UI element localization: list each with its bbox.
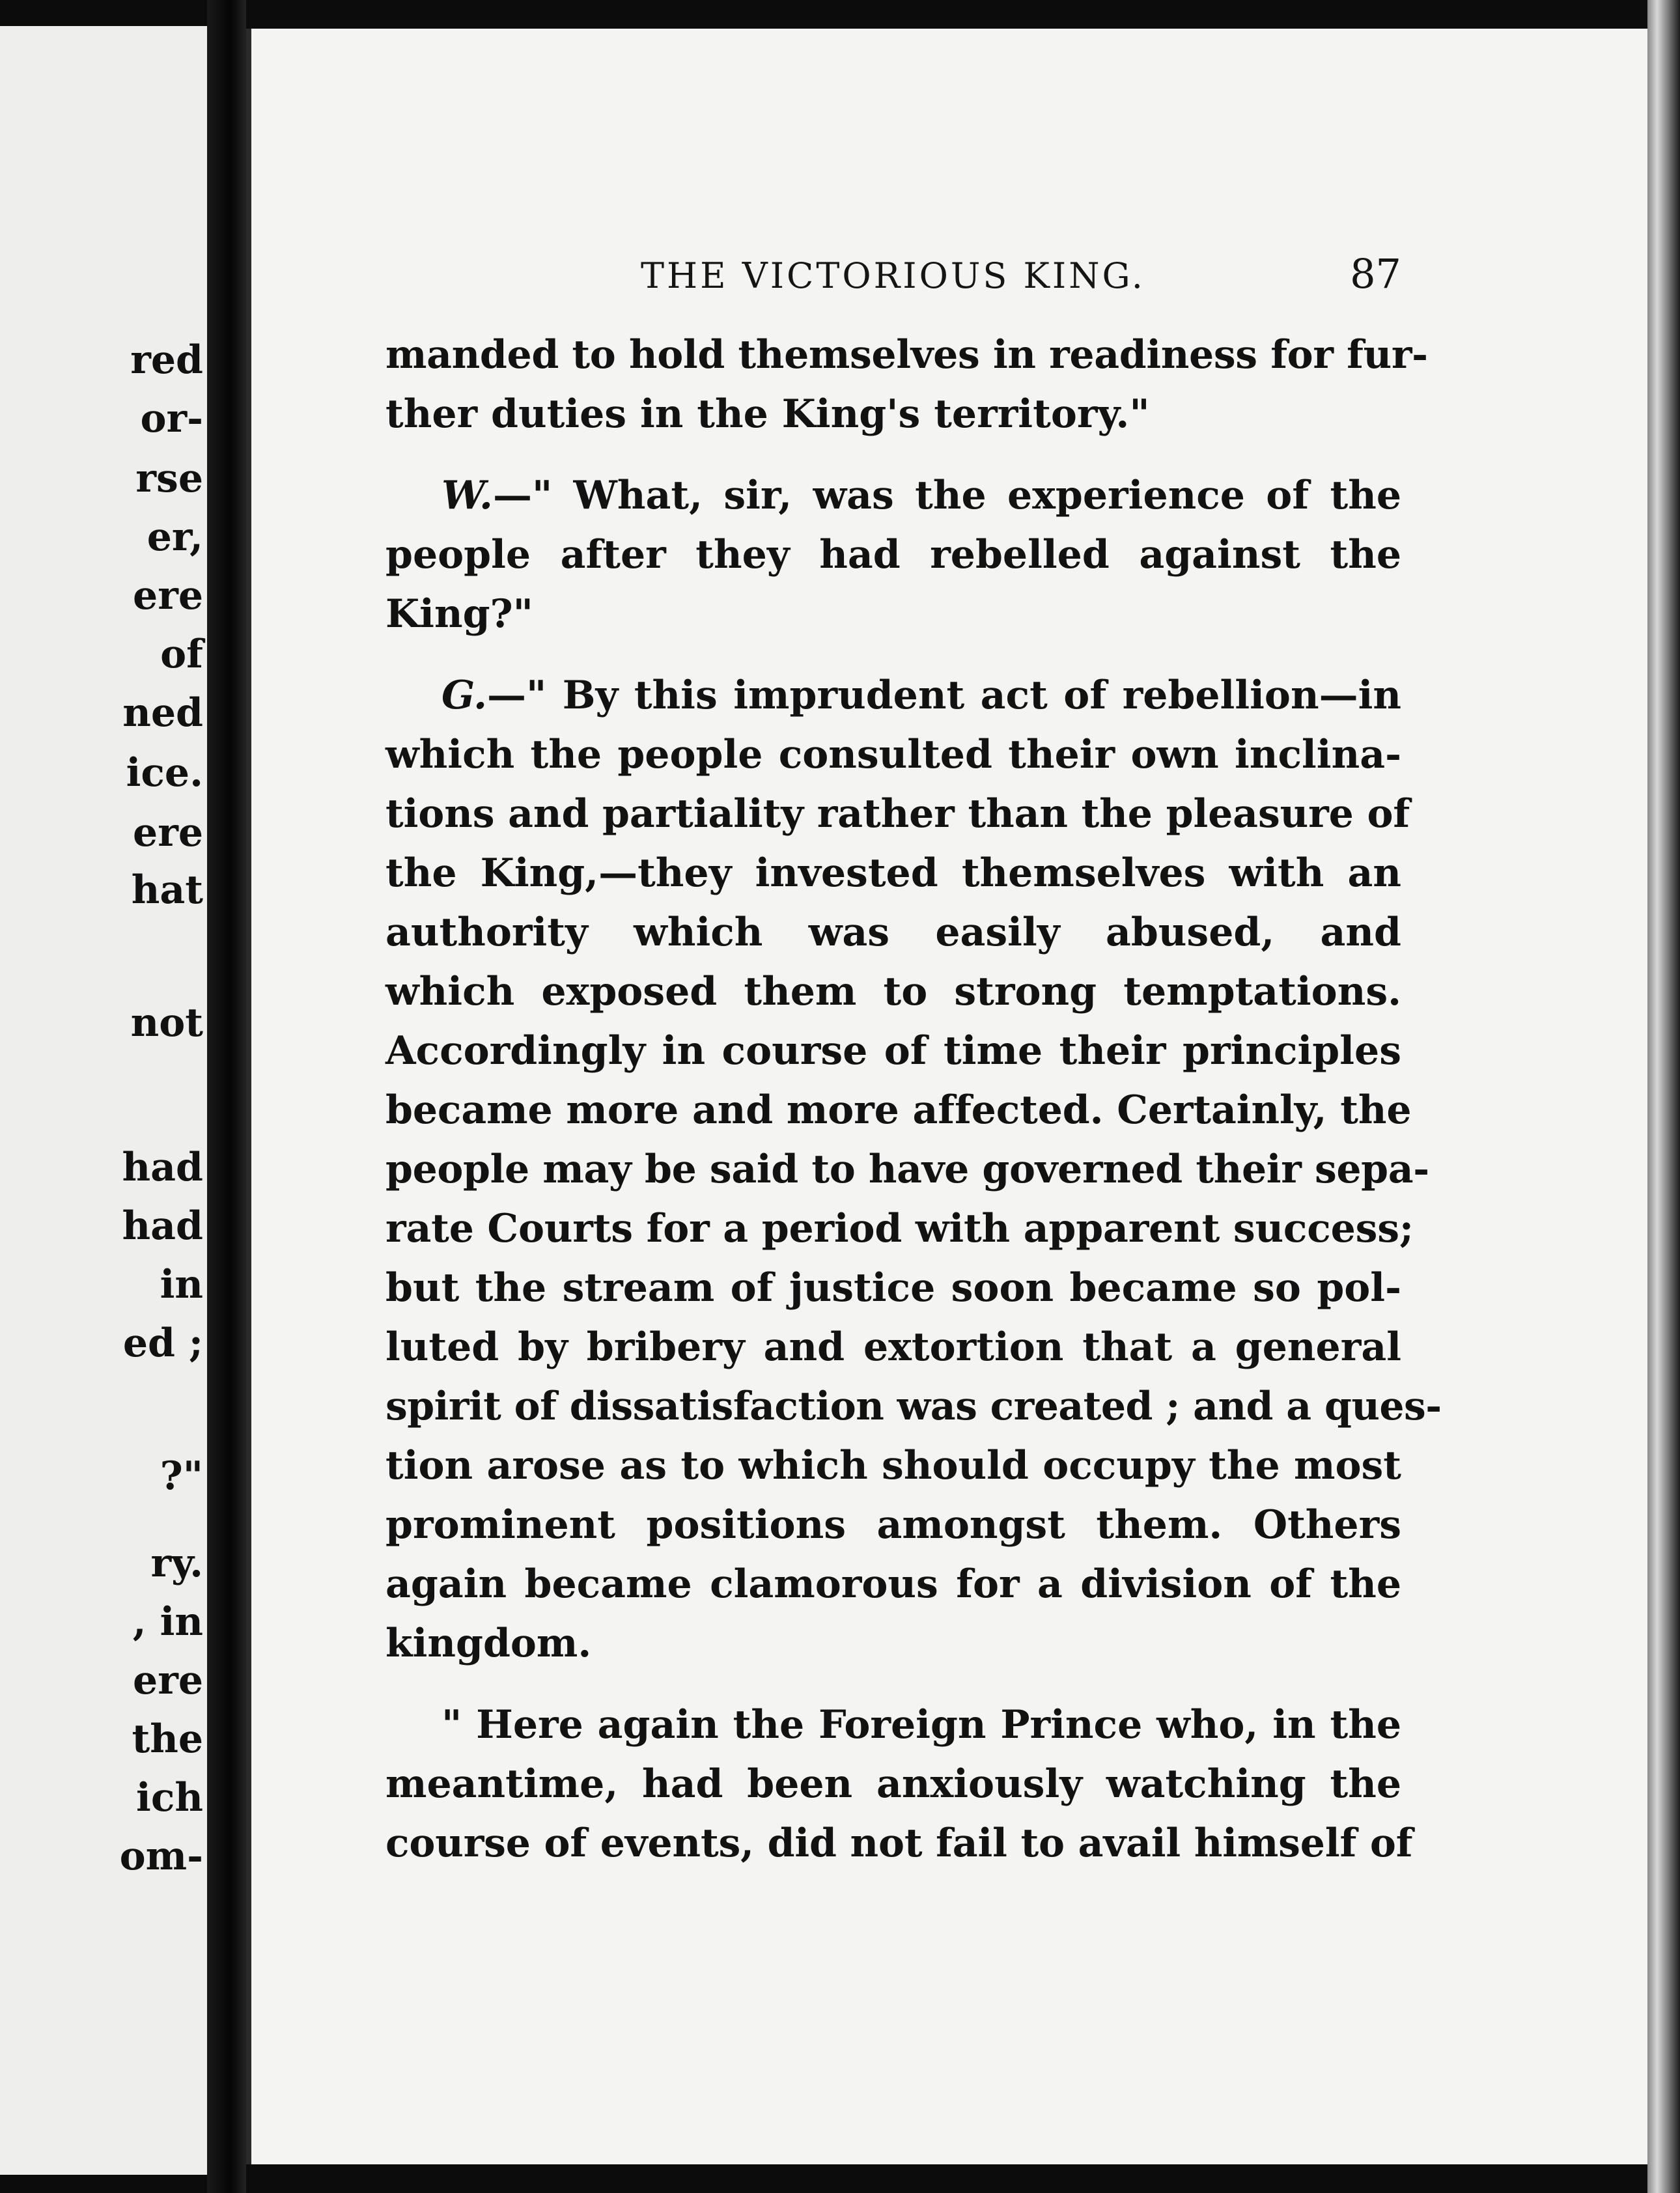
text-line: the King,—they invested themselves with an	[385, 850, 1401, 896]
text-line: but the stream of justice soon became so pol-	[385, 1265, 1401, 1311]
page-number: 87	[1350, 250, 1401, 298]
paragraph-gap	[385, 1673, 1401, 1696]
text-line: luted by bribery and extortion that a general	[385, 1324, 1401, 1370]
text-line: tion arose as to which should occupy the most	[385, 1443, 1401, 1488]
text-line: which exposed them to strong temptations.	[385, 969, 1401, 1014]
text-line: again became clamorous for a division of the	[385, 1561, 1401, 1607]
text-line: people after they had rebelled against the	[385, 532, 1401, 578]
fragment: rse	[135, 456, 203, 501]
fragment: , in	[132, 1599, 203, 1645]
fragment: ich	[136, 1775, 203, 1821]
paragraph-gap	[385, 644, 1401, 666]
text-line: course of events, did not fail to avail himself of	[385, 1821, 1413, 1866]
text-line	[385, 466, 1401, 525]
text-line: meantime, had been anxiously watching the	[385, 1761, 1401, 1807]
text-line: rate Courts for a period with apparent success;	[385, 1206, 1414, 1251]
body-text	[385, 326, 1442, 1873]
fragment: ?"	[160, 1453, 203, 1499]
fragment: ere	[133, 573, 203, 619]
page-edge	[1647, 0, 1680, 2193]
running-head	[385, 250, 1401, 320]
text-run: " Here again the Foreign Prince who, in the	[441, 1702, 1401, 1748]
text-line: ther duties in the King's territory."	[385, 391, 1150, 437]
speaker-label: W.	[441, 473, 493, 518]
fragment: red	[130, 337, 203, 383]
fragment: ere	[133, 810, 203, 856]
fragment: of	[160, 632, 203, 677]
fragment: om-	[119, 1834, 203, 1879]
fragment: had	[122, 1203, 203, 1249]
fragment: er,	[147, 514, 203, 560]
text-line: became more and more affected. Certainly, the	[385, 1087, 1412, 1133]
text-line: manded to hold themselves in readiness for fur-	[385, 332, 1428, 378]
book-gutter	[207, 0, 246, 2193]
speaker-label: G.	[441, 673, 487, 718]
fragment: ry.	[150, 1541, 203, 1586]
fragment: ed ;	[122, 1320, 203, 1366]
text-line: people may be said to have governed their sepa-	[385, 1147, 1429, 1192]
fragment: in	[160, 1262, 203, 1307]
text-line: Accordingly in course of time their principles	[385, 1028, 1401, 1074]
text-run: —" By this imprudent act of rebellion—in	[487, 673, 1401, 718]
fragment: the	[132, 1716, 203, 1762]
fragment: had	[122, 1145, 203, 1190]
text-line	[385, 1696, 1401, 1755]
text-line	[385, 666, 1401, 725]
text-run: —" What, sir, was the experience of the	[492, 473, 1401, 518]
text-line: authority which was easily abused, and	[385, 910, 1401, 955]
text-line: tions and partiality rather than the pleasure of	[385, 791, 1410, 837]
fragment: not	[130, 1000, 203, 1046]
text-line: which the people consulted their own inclina-	[385, 732, 1401, 777]
text-line: prominent positions amongst them. Others	[385, 1502, 1401, 1548]
fragment: hat	[131, 867, 203, 913]
text-line: spirit of dissatisfaction was created ; and a ques-	[385, 1384, 1442, 1429]
fragment: ice.	[126, 750, 203, 796]
paragraph-gap	[385, 444, 1401, 466]
fragment: or-	[140, 396, 203, 441]
fragment: ere	[133, 1658, 203, 1703]
previous-page-edge	[0, 26, 207, 2175]
running-title: THE VICTORIOUS KING.	[641, 255, 1145, 296]
fragment: ned	[122, 690, 203, 736]
text-line: kingdom.	[385, 1621, 592, 1666]
text-line: King?"	[385, 591, 533, 637]
